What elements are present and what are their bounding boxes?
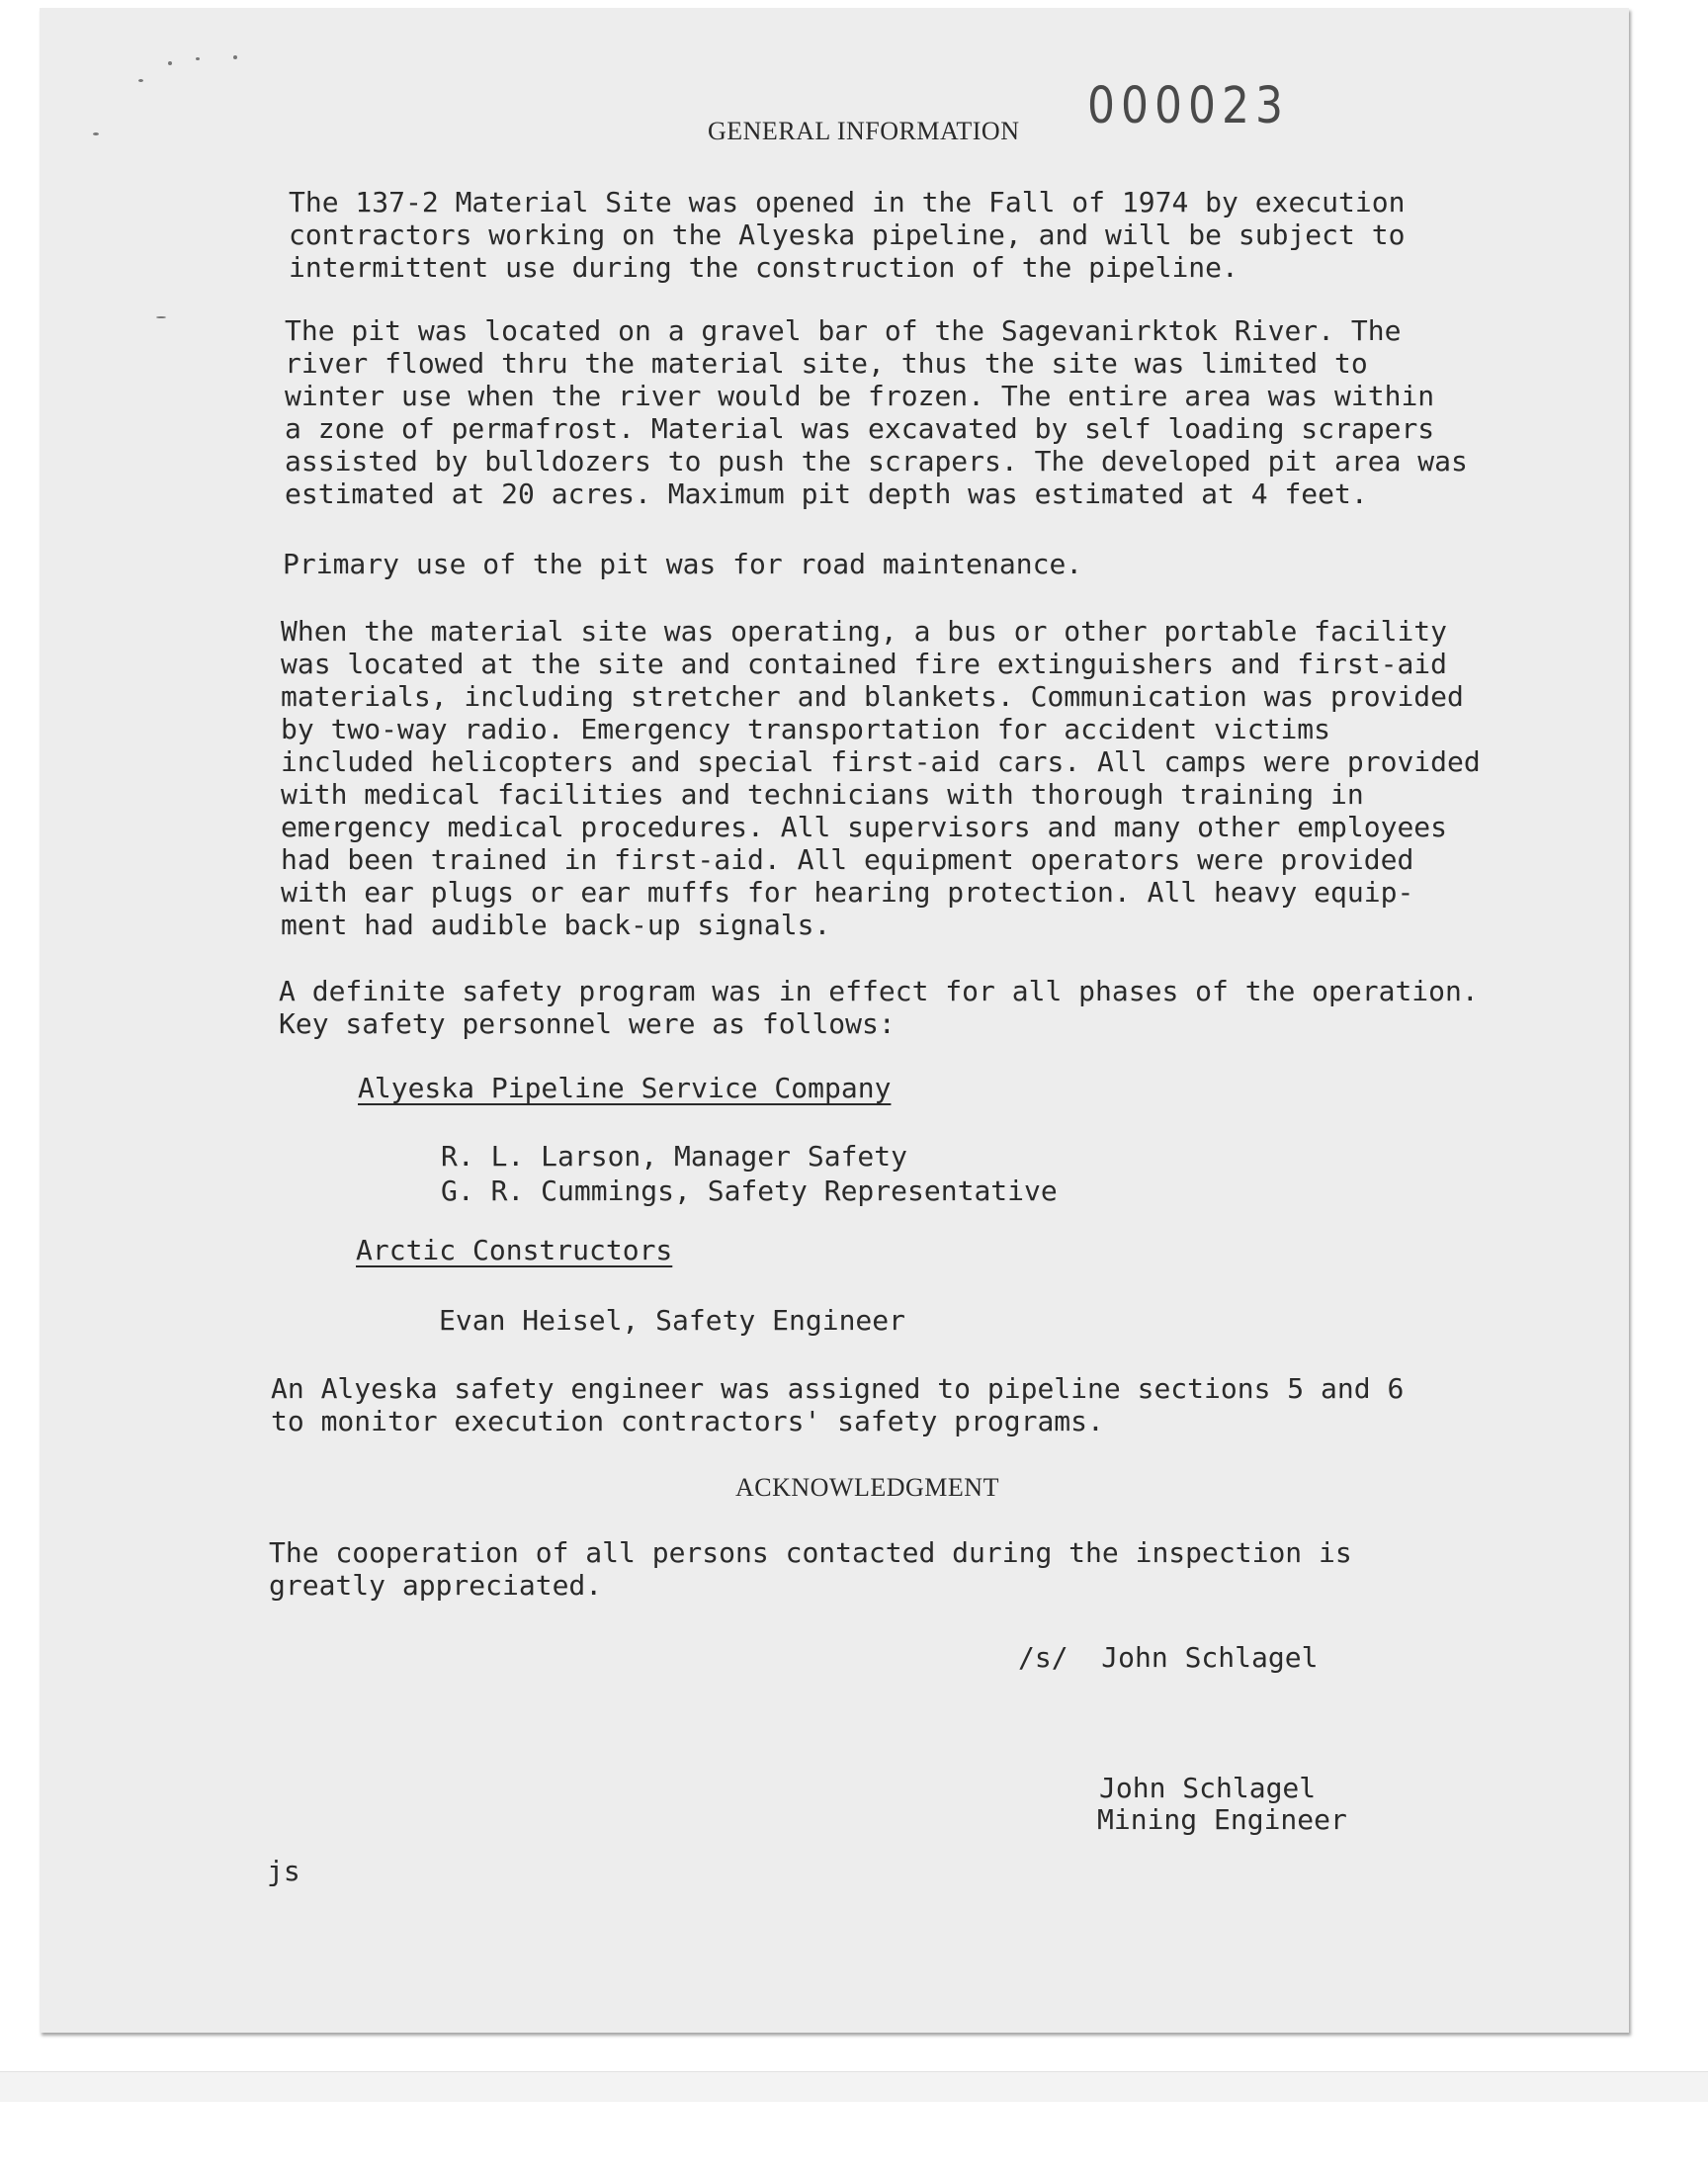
text-line: Primary use of the pit was for road maintenance. <box>283 548 1083 580</box>
text-line: A definite safety program was in effect for all phases of the operation. <box>279 975 1479 1007</box>
text-line: winter use when the river would be frozen. The entire area was within <box>285 380 1435 412</box>
paragraph-monitoring <box>271 1372 1404 1437</box>
text-line: with medical facilities and technicians with thorough training in <box>281 778 1364 811</box>
text-line: with ear plugs or ear muffs for hearing protection. All heavy equip- <box>281 876 1414 909</box>
scan-speck <box>196 57 200 60</box>
text-line: by two-way radio. Emergency transportation for accident victims <box>281 713 1331 745</box>
typist-initials: js <box>267 1855 300 1887</box>
company-name-alyeska: Alyeska Pipeline Service Company <box>358 1072 892 1104</box>
text-line: ment had audible back-up signals. <box>281 909 831 941</box>
text-line: river flowed thru the material site, thus the site was limited to <box>285 347 1368 380</box>
text-line: An Alyeska safety engineer was assigned to pipeline sections 5 and 6 <box>271 1372 1405 1405</box>
text-line: assisted by bulldozers to push the scrapers. The developed pit area was <box>285 445 1468 478</box>
scanner-background <box>0 2071 1708 2102</box>
text-line: emergency medical procedures. All supervisors and many other employees <box>281 811 1448 843</box>
text-line: materials, including stretcher and blankets. Communication was provided <box>281 680 1464 713</box>
text-line: had been trained in first-aid. All equipment operators were provided <box>281 843 1414 876</box>
text-line: The 137-2 Material Site was opened in the Fall of 1974 by execution <box>289 186 1406 218</box>
signed-line: /s/ John Schlagel <box>1018 1641 1319 1674</box>
text-line: intermittent use during the construction of the pipeline. <box>289 251 1238 284</box>
person-entry: Evan Heisel, Safety Engineer <box>439 1304 906 1337</box>
text-line: The pit was located on a gravel bar of the Sagevanirktok River. The <box>285 314 1402 347</box>
text-line: greatly appreciated. <box>269 1569 603 1602</box>
signer-title: Mining Engineer <box>1097 1803 1347 1836</box>
paragraph-primary-use <box>283 548 1082 580</box>
paragraph-acknowledgment <box>269 1536 1352 1602</box>
paragraph-pit-location <box>285 314 1468 510</box>
scan-speck <box>93 132 99 135</box>
document-number: 000023 <box>1087 77 1289 135</box>
acknowledgment-heading: ACKNOWLEDGMENT <box>735 1473 999 1502</box>
company-name-arctic-constructors: Arctic Constructors <box>356 1234 673 1266</box>
scan-speck <box>233 55 237 59</box>
general-information-heading: GENERAL INFORMATION <box>708 117 1020 145</box>
text-line: Key safety personnel were as follows: <box>279 1007 896 1040</box>
text-line: to monitor execution contractors' safety programs. <box>271 1405 1104 1437</box>
person-entry: G. R. Cummings, Safety Representative <box>441 1174 1058 1207</box>
text-line: When the material site was operating, a bus or other portable facility <box>281 615 1448 648</box>
paragraph-site-opening <box>289 186 1405 284</box>
text-line: The cooperation of all persons contacted during the inspection is <box>269 1536 1352 1569</box>
scan-speck <box>138 79 143 82</box>
text-line: included helicopters and special first-aid cars. All camps were provided <box>281 745 1481 778</box>
text-line: contractors working on the Alyeska pipeline, and will be subject to <box>289 218 1406 251</box>
signer-name: John Schlagel <box>1099 1772 1317 1804</box>
person-entry: R. L. Larson, Manager Safety <box>441 1140 908 1173</box>
paragraph-safety-facilities <box>281 615 1481 941</box>
text-line: estimated at 20 acres. Maximum pit depth was estimated at 4 feet. <box>285 478 1368 510</box>
scan-speck <box>156 316 166 318</box>
paragraph-safety-program <box>279 975 1479 1040</box>
scan-speck <box>168 61 172 65</box>
text-line: was located at the site and contained fire extinguishers and first-aid <box>281 648 1448 680</box>
text-line: a zone of permafrost. Material was excavated by self loading scrapers <box>285 412 1435 445</box>
